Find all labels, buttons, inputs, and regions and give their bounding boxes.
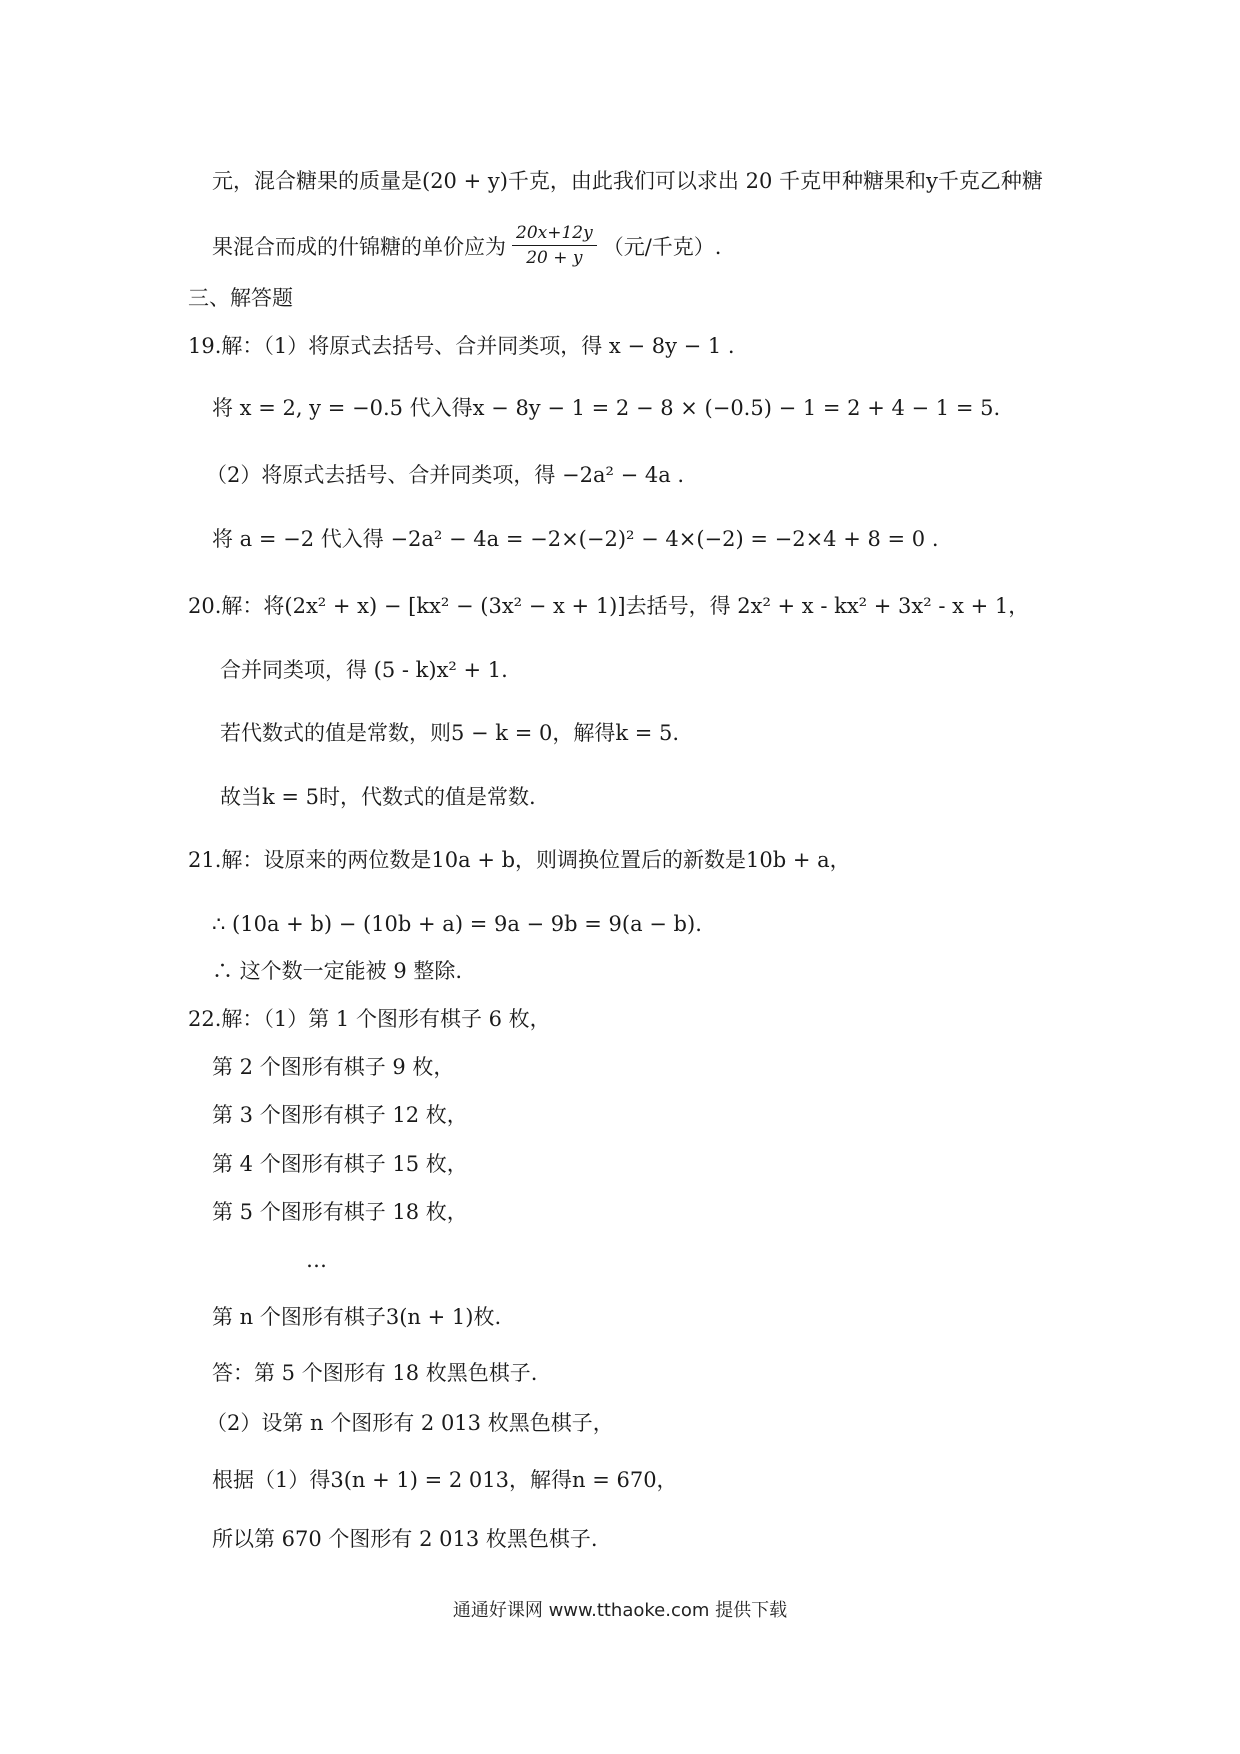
text-line: 第 5 个图形有棋子 18 枚， bbox=[212, 1200, 468, 1224]
page-footer: 通通好课网 www.tthaoke.com 提供下载 bbox=[452, 1600, 788, 1621]
text-line: （2）设第 n 个图形有 2 013 枚黑色棋子， bbox=[206, 1411, 614, 1435]
text-line: 20.解：将(2x² + x) − [kx² − (3x² − x + 1)]去括号，得 2x² + x - kx² + 3x² - x + 1， bbox=[188, 594, 1030, 618]
text-segment: 果混合而成的什锦糖的单价应为 bbox=[212, 234, 506, 259]
text-line: 合并同类项，得 (5 - k)x² + 1. bbox=[220, 658, 508, 682]
text-line: 第 3 个图形有棋子 12 枚， bbox=[212, 1103, 468, 1127]
text-segment: （元/千克）. bbox=[602, 234, 722, 259]
text-line: 答：第 5 个图形有 18 枚黑色棋子. bbox=[212, 1361, 538, 1385]
text-line: 将 a = −2 代入得 −2a² − 4a = −2×(−2)² − 4×(−2) = −2×4 + 8 = 0 . bbox=[212, 527, 939, 551]
text-line: 第 4 个图形有棋子 15 枚， bbox=[212, 1152, 468, 1176]
text-line: 元，混合糖果的质量是(20 + y)千克，由此我们可以求出 20 千克甲种糖果和y千克乙种糖 bbox=[212, 169, 1043, 193]
fraction bbox=[512, 222, 597, 269]
section-heading: 三、解答题 bbox=[188, 286, 293, 310]
text-line: 将 x = 2, y = −0.5 代入得x − 8y − 1 = 2 − 8 × (−0.5) − 1 = 2 + 4 − 1 = 5. bbox=[212, 396, 1001, 420]
text-line: 故当k = 5时，代数式的值是常数. bbox=[220, 785, 536, 809]
text-line: 21.解：设原来的两位数是10a + b，则调换位置后的新数是10b + a， bbox=[188, 848, 851, 872]
text-line: 19.解：（1）将原式去括号、合并同类项，得 x − 8y − 1 . bbox=[188, 334, 735, 358]
text-line-with-fraction bbox=[212, 222, 721, 269]
text-line: 第 2 个图形有棋子 9 枚， bbox=[212, 1055, 455, 1079]
text-line: 第 n 个图形有棋子3(n + 1)枚. bbox=[212, 1305, 502, 1329]
text-line: （2）将原式去括号、合并同类项，得 −2a² − 4a . bbox=[206, 463, 685, 487]
text-line: 根据（1）得3(n + 1) = 2 013，解得n = 670， bbox=[212, 1468, 678, 1492]
fraction-denominator: 20 + y bbox=[526, 248, 583, 268]
text-line: ∴ 这个数一定能被 9 整除. bbox=[212, 959, 463, 983]
fraction-numerator: 20x+12y bbox=[512, 222, 597, 246]
text-line: 22.解：（1）第 1 个图形有棋子 6 枚， bbox=[188, 1007, 551, 1031]
ellipsis: … bbox=[306, 1248, 327, 1272]
text-line: ∴ (10a + b) − (10b + a) = 9a − 9b = 9(a − b). bbox=[212, 912, 702, 936]
text-line: 若代数式的值是常数，则5 − k = 0，解得k = 5. bbox=[220, 721, 680, 745]
text-line: 所以第 670 个图形有 2 013 枚黑色棋子. bbox=[212, 1527, 598, 1551]
